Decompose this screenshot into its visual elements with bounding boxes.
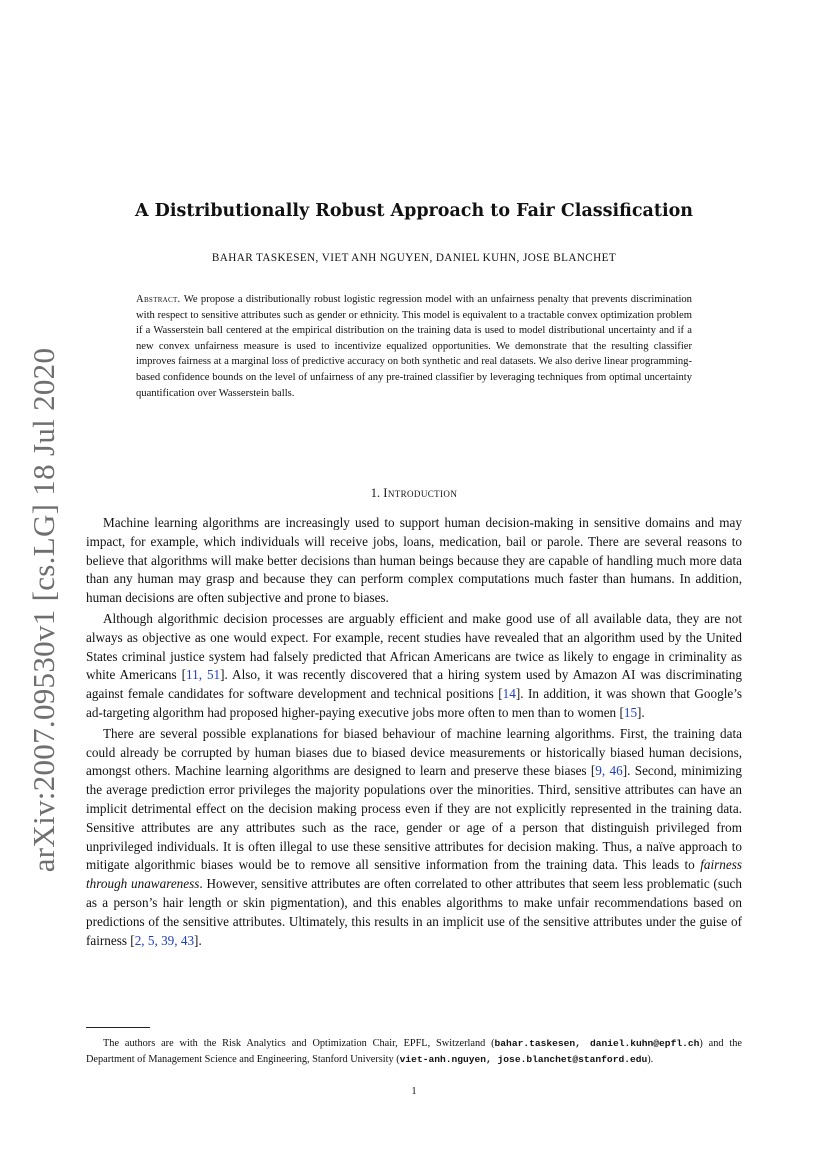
abstract-text: We propose a distributionally robust logistic regression model with an unfairness penalty that prevents discrimination with respect to sensitive attributes such as gender or ethnicity. This model is equivalent to a tractable convex optimization problem if a Wasserstein ball centered at the empirical distribution on the training data is used to model distributional uncertainty and if a new convex unfairness measure is used to incentivize equalized opportunities. We demonstrate that the resulting classifier improves fairness at a marginal loss of predictive accuracy on both synthetic and real datasets. We also derive linear programming-based confidence bounds on the level of unfairness of any pre-trained classifier by leveraging techniques from optimal uncertainty quantification over Wasserstein balls. <box>136 294 692 399</box>
paragraph-3-text-c: . However, sensitive attributes are often correlated to other attributes that seem less problematic (such as a person’s hair length or skin pigmentation), and this enables algorithms to make unfair recommendations based on predictions of the sensitive attributes. Ultimately, this results in an implicit use of the sensitive attributes under the guise of fairness [ <box>86 876 742 948</box>
section-heading-introduction <box>0 486 828 501</box>
paragraph-2 <box>86 610 742 723</box>
email-addresses-stanford: viet-anh.nguyen, jose.blanchet@stanford.edu <box>399 1054 648 1066</box>
paper-title: A Distributionally Robust Approach to Fair Classification <box>135 201 693 221</box>
section-title: Introduction <box>383 486 458 500</box>
paragraph-3 <box>86 725 742 951</box>
citation-link[interactable]: 15 <box>623 704 638 720</box>
author-list: BAHAR TASKESEN, VIET ANH NGUYEN, DANIEL KUHN, JOSE BLANCHET <box>211 252 617 264</box>
abstract <box>136 292 692 401</box>
footnote-divider <box>86 1027 150 1028</box>
footnote-text-a: The authors are with the Risk Analytics and Optimization Chair, EPFL, Switzerland ( <box>103 1038 495 1049</box>
page-number: 1 <box>411 1086 417 1097</box>
paragraph-2-text-b: ]. Also, it was recently discovered that a hiring system used by Amazon AI was discriminating against female candidates for software development and technical positions [ <box>86 667 742 702</box>
abstract-label: Abstract. <box>136 294 181 305</box>
section-number: 1. <box>370 486 381 500</box>
footnote-text-b: ) and the Department of Management Science and Engineering, Stanford University ( <box>86 1038 742 1066</box>
paragraph-3-text-d: ]. <box>194 932 202 948</box>
email-addresses-epfl: bahar.taskesen, daniel.kuhn@epfl.ch <box>494 1038 700 1049</box>
paragraph-3-text-a: There are several possible explanations for biased behaviour of machine learning algorithms. First, the training data could already be corrupted by human biases due to biased device measurements or historically biased human decisions, amongst others. Machine learning algorithms are designed to learn and preserve these biases [ <box>86 725 742 779</box>
paragraph-2-text-a: Although algorithmic decision processes are arguably efficient and make good use of all available data, they are not always as objective as one would expect. For example, recent studies have revealed that an algorithm used by the United States criminal justice system had falsely predicted that African Americans are twice as likely to engage in criminality as white Americans [ <box>86 610 742 683</box>
author-affiliation-footnote <box>86 1036 742 1069</box>
footnote-text-c: ). <box>647 1054 654 1066</box>
paragraph-2-text-d: ]. <box>637 704 645 720</box>
paragraph-1: Machine learning algorithms are increasingly used to support human decision-making in sensitive domains and may impact, for example, which individuals will receive jobs, loans, medication, bail or parole. There are several reasons to believe that algorithms will make better decisions than human beings because they are capable of handling much more data than any human may grasp and because they can perform complex computations much faster than humans. In addition, human decisions are often subjective and prone to biases. <box>86 515 742 606</box>
arxiv-identifier-stamp: arXiv:2007.09530v1 [cs.LG] 18 Jul 2020 <box>26 347 61 873</box>
introduction-body <box>86 514 742 952</box>
paragraph-3-text-b: ]. Second, minimizing the average prediction error privileges the majority populations over the minorities. Third, sensitive attributes can have an implicit detrimental effect on the decision making process even if they are not explicitly represented in the training data. Sensitive attributes are any attributes such as the race, gender or age of a person that distinguish privileged from unprivileged individuals. It is often illegal to use these sensitive attributes for decision making. Thus, a naïve approach to mitigate algorithmic biases would be to remove all sensitive information from the training data. This leads to <box>86 763 742 873</box>
citation-link[interactable]: 14 <box>502 686 516 702</box>
citation-link[interactable]: 9, 46 <box>595 763 623 779</box>
emphasized-term: fairness through unawareness <box>86 857 742 892</box>
paragraph-2-text-c: ]. In addition, it was shown that Google’s ad-targeting algorithm had proposed higher-paying executive jobs more often to men than to women [ <box>86 686 743 720</box>
citation-link[interactable]: 11, 51 <box>186 667 221 683</box>
citation-link[interactable]: 2, 5, 39, 43 <box>134 932 195 948</box>
